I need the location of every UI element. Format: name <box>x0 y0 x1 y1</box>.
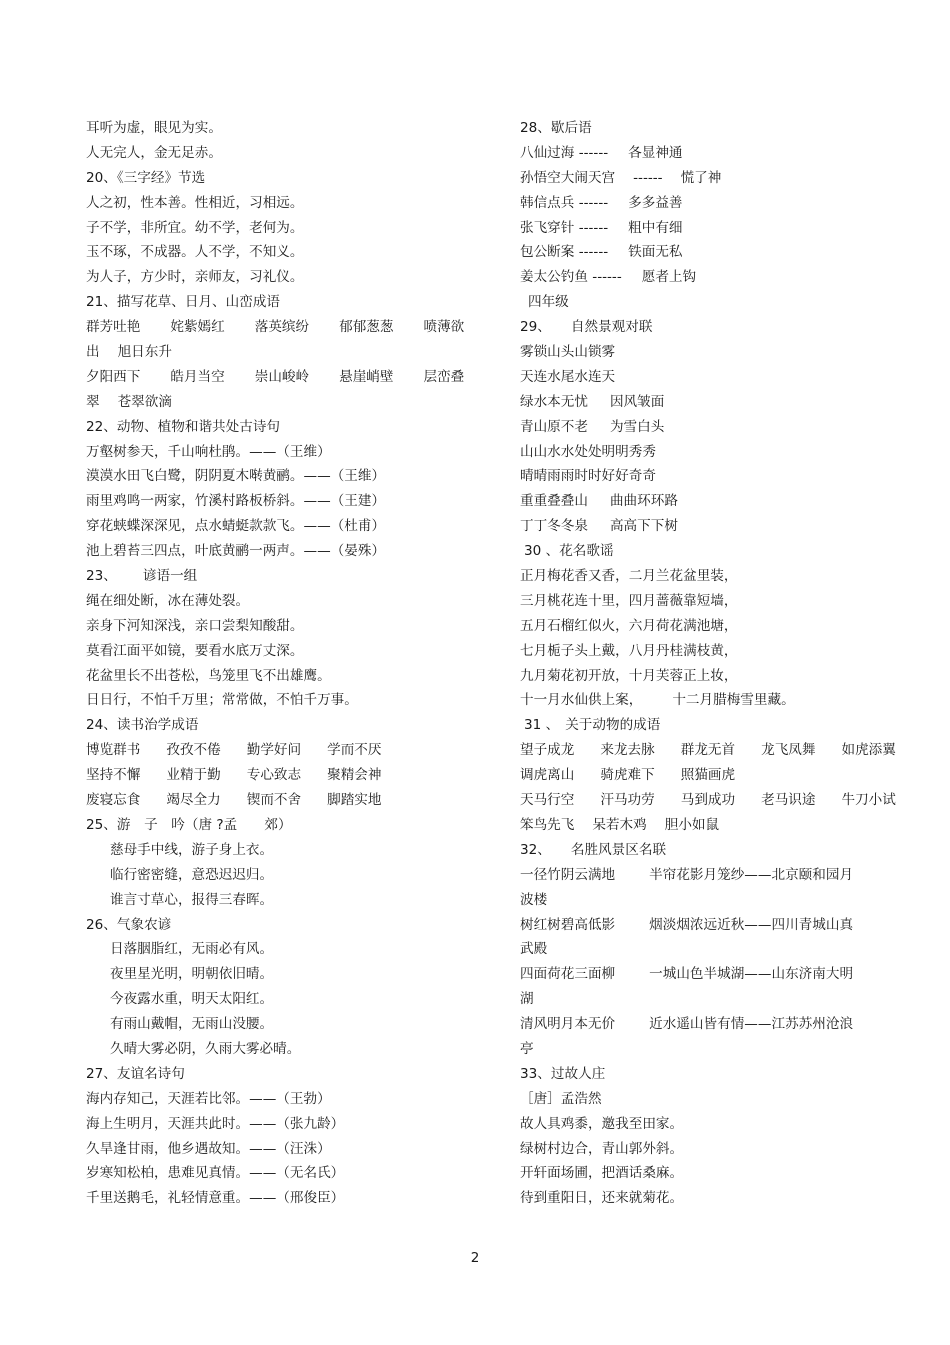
text-line <box>86 738 486 763</box>
text-line <box>520 738 935 763</box>
text-segment: 久旱逢甘雨，他乡遇故知。——（汪洙） <box>86 1140 331 1157</box>
text-line <box>520 913 935 938</box>
text-line <box>520 390 935 415</box>
text-segment: 青山原不老 <box>520 418 588 435</box>
text-segment: 竭尽全力 <box>166 792 221 809</box>
text-segment: 23、 <box>86 568 117 585</box>
text-segment: 清风明月本无价 <box>520 1016 616 1033</box>
text-line <box>86 589 486 614</box>
text-segment: 人之初，性本善。性相近，习相远。 <box>86 194 304 211</box>
text-segment: 绿水本无忧 <box>520 393 588 410</box>
text-segment: 七月栀子头上戴，八月丹桂满枝黄， <box>520 642 738 659</box>
text-line <box>86 290 486 315</box>
text-line <box>86 913 486 938</box>
text-segment: 日日行，不怕千万里；常常做，不怕千万事。 <box>86 692 358 709</box>
text-segment: 临行密密缝，意恐迟迟归。 <box>110 866 274 883</box>
text-segment: 喷薄欲 <box>423 319 465 336</box>
text-line <box>520 539 935 564</box>
text-segment: 铁面无私 <box>628 244 683 261</box>
text-segment: 名胜风景区名联 <box>570 841 667 858</box>
text-segment: 为人子，方少时，亲师友，习礼仪。 <box>86 269 304 286</box>
text-line <box>86 440 486 465</box>
text-segment: 包公断案 ------ <box>520 244 609 261</box>
text-segment: 正月梅花香又香，二月兰花盆里装， <box>520 568 738 585</box>
text-segment: 亭 <box>520 1040 534 1057</box>
text-segment: 群龙无首 <box>680 742 736 759</box>
text-segment: 群芳吐艳 <box>86 319 141 336</box>
text-line <box>86 962 486 987</box>
text-segment: 三月桃花连十里，四月蔷薇靠短墙， <box>520 592 738 609</box>
text-line <box>520 788 935 813</box>
text-segment: 今夜露水重，明天太阳红。 <box>110 991 274 1008</box>
text-line <box>520 1112 935 1137</box>
text-line <box>86 1186 486 1211</box>
text-line <box>520 489 935 514</box>
text-segment: 丁丁冬冬泉 <box>520 518 588 535</box>
text-line <box>520 365 935 390</box>
text-line <box>520 664 935 689</box>
text-segment: 脚踏实地 <box>327 792 382 809</box>
text-line <box>520 240 935 265</box>
text-segment: 雨里鸡鸣一两家，竹溪村路板桥斜。——（王建） <box>86 493 386 510</box>
text-line <box>520 265 935 290</box>
text-line <box>86 141 486 166</box>
text-line <box>520 1012 935 1037</box>
text-segment: 崇山峻岭 <box>254 368 310 385</box>
text-line <box>86 489 486 514</box>
text-line <box>86 688 486 713</box>
text-line <box>520 713 935 738</box>
text-segment: 烟淡烟浓远近秋——四川青城山真 <box>649 916 854 933</box>
text-segment: 开轩面场圃，把酒话桑麻。 <box>520 1165 684 1182</box>
text-segment: 关于动物的成语 <box>565 717 661 734</box>
text-segment: 岁寒知松柏，患难见真情。——（无名氏） <box>86 1165 345 1182</box>
text-line <box>520 937 935 962</box>
text-line <box>86 813 486 838</box>
text-segment: 27、友谊名诗句 <box>86 1065 185 1082</box>
text-segment: 26、气象农谚 <box>86 916 172 933</box>
text-segment: 31 、 <box>524 717 560 734</box>
text-segment: 海内存知己，天涯若比邻。——（王勃） <box>86 1090 331 1107</box>
text-segment: ------ <box>633 169 663 186</box>
text-segment: 待到重阳日，还来就菊花。 <box>520 1190 684 1207</box>
text-line <box>86 265 486 290</box>
text-segment: 山山水水处处明明秀秀 <box>520 443 656 460</box>
text-line <box>86 1161 486 1186</box>
text-segment: 谚语一组 <box>142 568 198 585</box>
text-line <box>520 191 935 216</box>
text-segment: ［唐］孟浩然 <box>520 1090 602 1107</box>
text-segment: 28、歇后语 <box>520 120 592 136</box>
text-line <box>86 166 486 191</box>
text-line <box>520 614 935 639</box>
text-segment: 汗马功劳 <box>600 792 655 809</box>
text-segment: 层峦叠 <box>423 368 465 385</box>
text-line <box>86 639 486 664</box>
text-line <box>520 962 935 987</box>
text-segment: 胆小如鼠 <box>664 816 720 833</box>
text-line <box>520 514 935 539</box>
text-segment: 业精于勤 <box>166 767 221 784</box>
text-line <box>520 216 935 241</box>
text-segment: 绳在细处断，冰在薄处裂。 <box>86 592 250 609</box>
text-segment: 谁言寸草心，报得三春晖。 <box>110 891 274 908</box>
text-segment: 漠漠水田飞白鹭，阴阴夏木啭黄鹂。——（王维） <box>86 468 386 485</box>
text-line <box>86 664 486 689</box>
text-segment: 苍翠欲滴 <box>117 393 172 410</box>
left-column <box>86 116 486 1211</box>
text-segment: 人无完人，金无足赤。 <box>86 144 222 161</box>
text-segment: 慈母手中线，游子身上衣。 <box>110 841 274 858</box>
page-number: 2 <box>470 1250 480 1266</box>
text-line <box>86 1037 486 1062</box>
text-line <box>520 763 935 788</box>
text-segment: 雾锁山头山锁雾 <box>520 344 616 361</box>
text-segment: 呆若木鸡 <box>592 816 647 833</box>
text-segment: 22、动物、植物和谐共处古诗句 <box>86 418 281 435</box>
text-line <box>520 888 935 913</box>
text-line <box>520 813 935 838</box>
text-segment: 调虎离山 <box>520 767 575 784</box>
text-segment: 曲曲环环路 <box>609 493 678 510</box>
text-line <box>86 1012 486 1037</box>
text-segment: 高高下下树 <box>609 518 678 535</box>
text-segment: 32、 <box>520 841 551 858</box>
text-line <box>520 440 935 465</box>
text-segment: 四面荷花三面柳 <box>520 966 616 983</box>
text-line <box>520 464 935 489</box>
text-line <box>86 614 486 639</box>
text-line <box>520 564 935 589</box>
text-line <box>520 415 935 440</box>
text-segment: 如虎添翼 <box>841 742 896 759</box>
text-line <box>86 763 486 788</box>
text-segment: 有雨山戴帽，无雨山没腰。 <box>110 1016 274 1033</box>
text-line <box>86 1062 486 1087</box>
text-segment: 张飞穿针 ------ <box>520 219 609 236</box>
text-segment: 望子成龙 <box>520 742 575 759</box>
text-line <box>520 589 935 614</box>
right-column <box>520 116 935 1211</box>
text-line <box>86 116 486 141</box>
text-segment: 近水遥山皆有情——江苏苏州沧浪 <box>649 1016 854 1033</box>
text-segment: 波楼 <box>520 891 548 908</box>
text-line <box>86 216 486 241</box>
text-segment: 一径竹阴云满地 <box>520 866 616 883</box>
text-line <box>86 340 486 365</box>
text-segment: 玉不琢，不成器。人不学，不知义。 <box>86 244 304 261</box>
text-line <box>86 713 486 738</box>
text-segment: 翠 <box>86 393 100 410</box>
text-segment: 久晴大雾必阴，久雨大雾必晴。 <box>110 1040 301 1057</box>
text-segment: 穿花蛱蝶深深见，点水蜻蜓款款飞。——（杜甫） <box>86 518 386 535</box>
text-segment: 五月石榴红似火，六月荷花满池塘， <box>520 617 738 634</box>
text-line <box>86 788 486 813</box>
text-segment: 八仙过海 ------ <box>520 144 609 161</box>
text-segment: 出 <box>86 344 100 361</box>
text-line <box>86 365 486 390</box>
text-segment: 老马识途 <box>761 792 816 809</box>
text-line <box>520 340 935 365</box>
text-segment: 十一月水仙供上案， <box>520 692 643 709</box>
text-segment: 30 、花名歌谣 <box>524 543 614 560</box>
text-line <box>86 415 486 440</box>
text-line <box>520 1087 935 1112</box>
text-segment: 落英缤纷 <box>254 319 310 336</box>
text-segment: 33、过故人庄 <box>520 1065 606 1082</box>
text-segment: 勤学好问 <box>246 742 302 759</box>
text-segment: 重重叠叠山 <box>520 493 588 510</box>
text-segment: 皓月当空 <box>170 368 225 385</box>
text-segment: 韩信点兵 ------ <box>520 194 609 211</box>
text-segment: 为雪白头 <box>609 418 665 435</box>
text-segment: 武殿 <box>520 941 548 958</box>
text-segment: 姜太公钓鱼 ------ <box>520 269 622 286</box>
text-segment: 孜孜不倦 <box>166 742 221 759</box>
text-segment: 聚精会神 <box>327 767 382 784</box>
text-segment: 千里送鹅毛，礼轻情意重。——（邢俊臣） <box>86 1190 345 1207</box>
text-segment: 晴晴雨雨时时好好奇奇 <box>520 468 656 485</box>
text-segment: 马到成功 <box>680 792 736 809</box>
text-segment: 21、描写花草、日月、山峦成语 <box>86 294 281 311</box>
text-segment: 池上碧苔三四点，叶底黄鹂一两声。——（晏殊） <box>86 543 386 560</box>
text-segment: 各显神通 <box>628 144 683 161</box>
text-line <box>86 888 486 913</box>
text-segment: 29、 <box>520 319 551 336</box>
text-segment: 粗中有细 <box>628 219 683 236</box>
text-line <box>86 514 486 539</box>
text-segment: 郁郁葱葱 <box>339 319 394 336</box>
text-segment: 旭日东升 <box>117 344 172 361</box>
text-segment: 骑虎难下 <box>600 767 655 784</box>
text-segment: 海上生明月，天涯共此时。——（张九龄） <box>86 1115 345 1132</box>
text-segment: 天马行空 <box>520 792 575 809</box>
text-segment: 专心致志 <box>246 767 302 784</box>
text-line <box>86 315 486 340</box>
text-segment: 废寝忘食 <box>86 792 141 809</box>
text-segment: 博览群书 <box>86 742 141 759</box>
text-segment: 照猫画虎 <box>680 767 736 784</box>
text-segment: 一城山色半城湖——山东济南大明 <box>649 966 854 983</box>
text-line <box>520 141 935 166</box>
text-segment: 半帘花影月笼纱——北京颐和园月 <box>649 866 854 883</box>
text-line <box>520 1161 935 1186</box>
text-segment: 湖 <box>520 991 534 1008</box>
text-segment: 亲身下河知深浅，亲口尝梨知酸甜。 <box>86 617 304 634</box>
text-line <box>86 539 486 564</box>
text-segment: 锲而不舍 <box>246 792 302 809</box>
text-segment: 绿树村边合，青山郭外斜。 <box>520 1140 684 1157</box>
text-line <box>86 1087 486 1112</box>
text-line <box>86 390 486 415</box>
text-line <box>520 1137 935 1162</box>
text-line <box>86 564 486 589</box>
text-line <box>86 464 486 489</box>
text-line <box>86 1112 486 1137</box>
text-segment: 坚持不懈 <box>86 767 141 784</box>
text-segment: 夜里星光明，明朝依旧晴。 <box>110 966 274 983</box>
text-segment: 四年级 <box>528 294 569 311</box>
text-line <box>520 863 935 888</box>
text-line <box>86 838 486 863</box>
text-segment: 因风皱面 <box>609 393 665 410</box>
text-segment: 姹紫嫣红 <box>170 319 225 336</box>
text-segment: 20、《三字经》节选 <box>86 169 206 186</box>
text-segment: 自然景观对联 <box>570 319 653 336</box>
text-line <box>520 116 935 141</box>
text-line <box>520 987 935 1012</box>
text-segment: 25、游 子 吟（唐 ?孟 郊） <box>86 816 292 833</box>
text-line <box>520 1037 935 1062</box>
text-segment: 多多益善 <box>628 194 683 211</box>
text-segment: 牛刀小试 <box>841 792 896 809</box>
text-line <box>86 987 486 1012</box>
text-segment: 莫看江面平如镜，要看水底万丈深。 <box>86 642 304 659</box>
text-segment: 24、读书治学成语 <box>86 717 199 734</box>
text-segment: 来龙去脉 <box>600 742 655 759</box>
text-line <box>520 315 935 340</box>
text-segment: 夕阳西下 <box>86 368 141 385</box>
text-line <box>520 166 935 191</box>
text-segment: 故人具鸡黍，邀我至田家。 <box>520 1115 684 1132</box>
text-line <box>520 1186 935 1211</box>
text-segment: 龙飞凤舞 <box>761 742 816 759</box>
text-line <box>520 1062 935 1087</box>
text-segment: 日落胭脂红，无雨必有风。 <box>110 941 274 958</box>
text-line <box>86 937 486 962</box>
text-segment: 笨鸟先飞 <box>520 816 575 833</box>
text-line <box>86 191 486 216</box>
text-segment: 九月菊花初开放，十月芙蓉正上妆， <box>520 667 738 684</box>
text-segment: 慌了神 <box>680 169 722 186</box>
text-line <box>520 838 935 863</box>
text-segment: 花盆里长不出苍松，鸟笼里飞不出雄鹰。 <box>86 667 331 684</box>
text-segment: 悬崖峭壁 <box>339 368 394 385</box>
text-segment: 天连水尾水连天 <box>520 368 616 385</box>
text-line <box>520 639 935 664</box>
text-segment: 子不学，非所宜。幼不学，老何为。 <box>86 219 304 236</box>
text-line <box>520 290 935 315</box>
text-line <box>86 1137 486 1162</box>
text-line <box>86 863 486 888</box>
text-segment: 孙悟空大闹天宫 <box>520 169 616 186</box>
text-segment: 万壑树参天，千山响杜鹃。——（王维） <box>86 443 331 460</box>
text-segment: 耳听为虚，眼见为实。 <box>86 120 222 136</box>
text-segment: 学而不厌 <box>327 742 382 759</box>
text-segment: 树红树碧高低影 <box>520 916 616 933</box>
text-line <box>520 688 935 713</box>
text-segment: 愿者上钩 <box>641 269 697 286</box>
text-segment: 十二月腊梅雪里藏。 <box>672 692 795 709</box>
text-line <box>86 240 486 265</box>
